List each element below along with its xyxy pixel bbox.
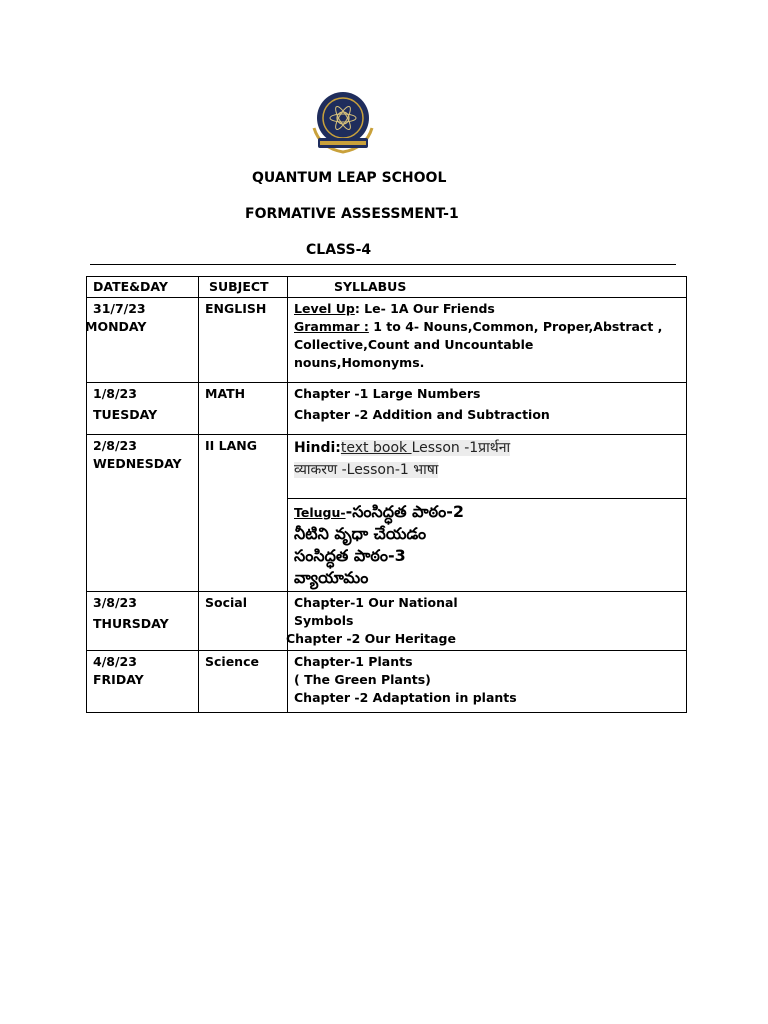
table-row-science (87, 651, 687, 713)
syllabus-cell: Chapter-1 Plants ( The Green Plants) Chapter -2 Adaptation in plants (288, 651, 687, 713)
subject-cell: Social (199, 592, 288, 651)
header-syllabus: SYLLABUS (288, 277, 687, 298)
header-subject: SUBJECT (199, 277, 288, 298)
syllabus-cell: Level Up: Le- 1A Our Friends Grammar : 1 to 4- Nouns,Common, Proper,Abstract , Collective,Count and Uncountable nouns,Homonyms. (288, 298, 687, 383)
table-row-english (87, 298, 687, 383)
subject-cell: MATH (199, 383, 288, 435)
class-title: CLASS-4 (306, 242, 372, 258)
subject-cell: Science (199, 651, 288, 713)
table-row-lang-hindi (87, 435, 687, 499)
syllabus-cell: Chapter -1 Large Numbers Chapter -2 Addition and Subtraction (288, 383, 687, 435)
school-name: QUANTUM LEAP SCHOOL (252, 170, 447, 186)
date-cell: 1/8/23 TUESDAY (87, 383, 199, 435)
date-cell: 31/7/23 MONDAY (87, 298, 199, 383)
subject-cell: II LANG (199, 435, 288, 592)
syllabus-cell: Chapter-1 Our National Symbols Chapter -2 Our Heritage (288, 592, 687, 651)
date-cell: 3/8/23 THURSDAY (87, 592, 199, 651)
table-row-social (87, 592, 687, 651)
date-cell: 4/8/23 FRIDAY (87, 651, 199, 713)
school-logo (306, 88, 380, 158)
schedule-table (86, 276, 687, 713)
table-row-math (87, 383, 687, 435)
subject-cell: ENGLISH (199, 298, 288, 383)
syllabus-cell-hindi: Hindi:text book Lesson -1प्रार्थना व्याकरण -Lesson-1 भाषा (288, 435, 687, 499)
exam-title: FORMATIVE ASSESSMENT-1 (245, 206, 459, 222)
date-cell: 2/8/23 WEDNESDAY (87, 435, 199, 592)
header-date: DATE&DAY (87, 277, 199, 298)
divider (90, 264, 676, 265)
table-header-row (87, 277, 687, 298)
syllabus-cell-telugu: Telugu--సంసిద్ధత పాఠం-2 నీటిని వృధా చేయడం సంసిద్ధత పాఠం-3 వ్యాయామం (288, 499, 687, 592)
